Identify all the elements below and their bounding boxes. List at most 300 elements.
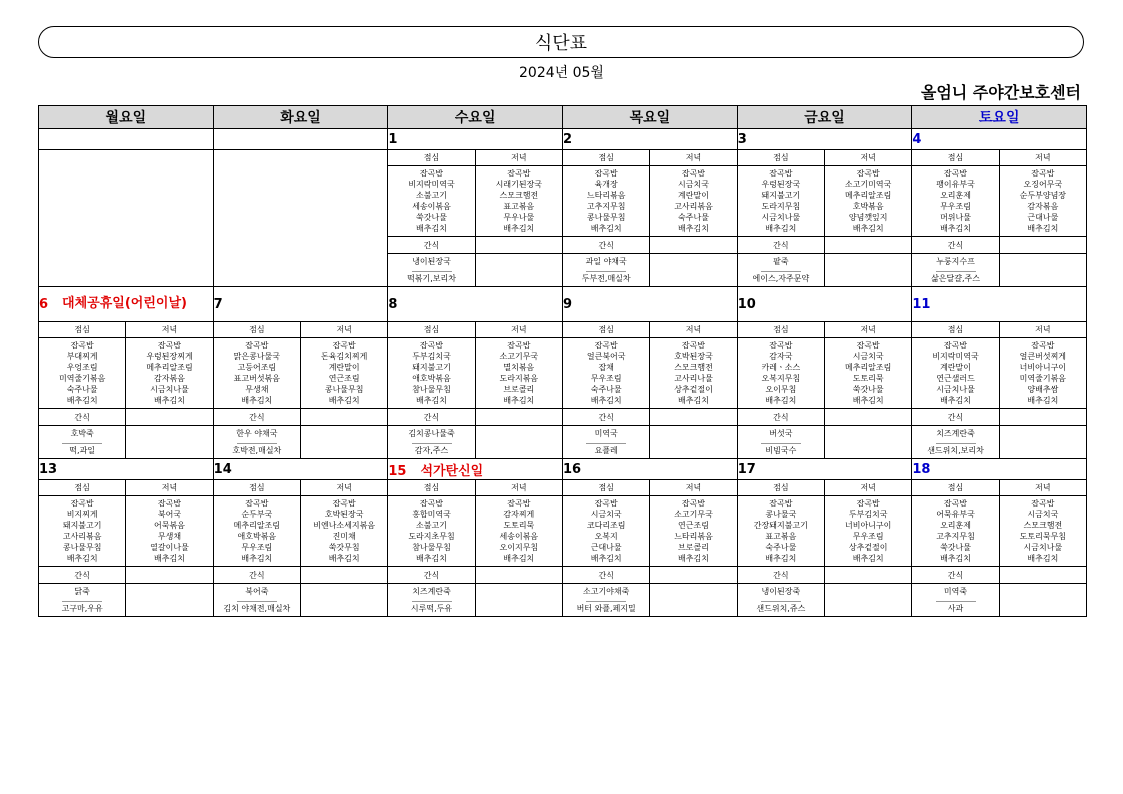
menu-item: 미역줄기볶음	[58, 374, 106, 383]
menu-item: 시금치국	[852, 352, 884, 361]
dinner-menu	[999, 338, 1086, 409]
menu-item: 잡곡밥	[943, 499, 968, 508]
menu-item: 배추김치	[503, 554, 535, 563]
date-label: 15	[388, 463, 407, 479]
menu-item: 잡곡밥	[1031, 341, 1055, 350]
menu-item: 근대나물	[1027, 213, 1059, 222]
menu-item: 콩나물무침	[62, 543, 102, 552]
day-number	[213, 129, 388, 150]
menu-item: 배추김치	[66, 396, 98, 405]
menu-item: 배추김치	[590, 396, 622, 405]
snack-item: 한우 야채국	[236, 428, 278, 438]
day-number	[213, 459, 388, 480]
snack-blank	[825, 426, 912, 459]
menu-item: 애호박볶음	[412, 374, 451, 383]
lunch-label: 점심	[563, 322, 650, 338]
menu-item: 고사리나물	[674, 374, 713, 383]
snack-blank	[475, 237, 562, 254]
menu-item: 콩나물무침	[324, 385, 364, 394]
menu-item: 고추지무침	[936, 532, 975, 541]
snack-divider	[936, 443, 976, 444]
menu-item: 배추김치	[328, 554, 360, 563]
lunch-menu	[213, 496, 300, 567]
dinner-menu	[475, 496, 562, 567]
day-number	[737, 459, 912, 480]
lunch-label: 점심	[912, 322, 999, 338]
menu-item: 고추지무침	[586, 202, 626, 211]
snack-item: 고구마,우유	[61, 603, 103, 613]
menu-item: 쑥갓나물	[940, 543, 971, 552]
menu-item: 돼지불고기	[761, 191, 801, 200]
dinner-label: 저녁	[475, 150, 562, 166]
snack-item: 사과	[947, 603, 964, 613]
snack-blank	[301, 426, 388, 459]
menu-item: 배추김치	[940, 224, 971, 233]
menu-item: 메추리알조림	[845, 363, 892, 372]
dinner-label: 저녁	[825, 480, 912, 496]
menu-item: 잡곡밥	[681, 169, 706, 178]
menu-item: 소고기미역국	[845, 180, 892, 189]
menu-item: 잡곡밥	[769, 169, 793, 178]
menu-item: 배추김치	[154, 396, 185, 405]
lunch-menu	[737, 338, 824, 409]
day-number	[39, 129, 214, 150]
menu-item: 배추김치	[852, 224, 884, 233]
menu-item: 상추겉절이	[848, 543, 888, 552]
meal-label-row	[39, 150, 1087, 166]
snack-item: 호박죽	[70, 428, 94, 438]
snack-item: 떡볶기,보리차	[407, 273, 456, 283]
menu-item: 잡곡밥	[769, 499, 793, 508]
menu-item: 도라지볶음	[499, 374, 539, 383]
menu-item: 오이지무침	[499, 543, 539, 552]
lunch-label: 점심	[912, 150, 999, 166]
snack-blank	[825, 584, 912, 617]
snack-blank	[301, 567, 388, 584]
snack-divider	[62, 443, 102, 444]
date-row	[39, 129, 1087, 150]
day-number	[912, 129, 1087, 150]
menu-item: 표고볶음	[765, 532, 797, 541]
lunch-menu	[39, 338, 126, 409]
snack-item: 비빔국수	[765, 445, 797, 455]
menu-item: 숙주나물	[765, 543, 797, 552]
lunch-label: 점심	[213, 322, 300, 338]
snack-item: 치즈계란죽	[412, 586, 451, 596]
snack-menu	[912, 584, 999, 617]
menu-item: 호박된장국	[324, 510, 364, 519]
empty-cell	[213, 150, 388, 287]
menu-item: 표고볶음	[503, 202, 535, 211]
snack-label: 간식	[563, 567, 650, 584]
menu-item: 우엉조림	[66, 363, 98, 372]
date-label: 14	[213, 461, 232, 477]
menu-item: 무우조림	[852, 532, 884, 541]
menu-item: 계란말이	[328, 363, 360, 372]
menu-item: 배추김치	[241, 554, 273, 563]
menu-item: 느타리볶음	[674, 532, 713, 541]
lunch-menu	[213, 338, 300, 409]
menu-item: 잡곡밥	[594, 341, 618, 350]
menu-item: 잡곡밥	[157, 341, 182, 350]
lunch-menu	[737, 166, 824, 237]
snack-divider	[412, 443, 452, 444]
dinner-label: 저녁	[650, 322, 737, 338]
snack-menu	[39, 584, 126, 617]
dinner-menu	[650, 338, 737, 409]
dinner-menu	[825, 166, 912, 237]
menu-item: 코다리조림	[586, 521, 626, 530]
menu-item: 미역줄기볶음	[1019, 374, 1067, 383]
lunch-menu	[39, 496, 126, 567]
snack-menu	[563, 426, 650, 459]
snack-label: 간식	[912, 567, 999, 584]
menu-item: 배추김치	[1027, 224, 1059, 233]
menu-item: 배추김치	[765, 224, 797, 233]
snack-item: 두부전,매실차	[581, 273, 631, 283]
dinner-menu	[475, 166, 562, 237]
snack-menu	[737, 254, 824, 287]
lunch-label: 점심	[737, 480, 824, 496]
menu-item: 쑥갓나물	[852, 385, 884, 394]
date-row	[39, 287, 1087, 322]
snack-blank	[650, 584, 737, 617]
menu-item: 소불고기	[416, 191, 447, 200]
menu-item: 잡곡밥	[419, 169, 444, 178]
snack-divider	[761, 271, 801, 272]
lunch-label: 점심	[388, 480, 475, 496]
menu-item: 배추김치	[765, 396, 797, 405]
menu-item: 잡곡밥	[157, 499, 182, 508]
dinner-menu	[301, 496, 388, 567]
menu-item: 잡곡밥	[681, 499, 706, 508]
date-label: 11	[912, 296, 931, 312]
dinner-menu	[999, 166, 1086, 237]
dinner-label: 저녁	[999, 150, 1086, 166]
menu-item: 도토리묵	[503, 521, 535, 530]
snack-label: 간식	[737, 237, 824, 254]
menu-item: 비지락미역국	[408, 180, 455, 189]
dinner-label: 저녁	[650, 480, 737, 496]
menu-item: 시금치나물	[936, 385, 975, 394]
day-number	[388, 459, 563, 480]
snack-label: 간식	[39, 409, 126, 426]
snack-blank	[301, 409, 388, 426]
menu-item: 참나물무침	[412, 385, 451, 394]
menu-item: 표고버섯볶음	[233, 374, 281, 383]
snack-menu	[912, 254, 999, 287]
menu-item: 돼지불고기	[62, 521, 102, 530]
menu-item: 잡곡밥	[943, 341, 968, 350]
snack-blank	[475, 567, 562, 584]
snack-item: 팥죽	[773, 256, 789, 266]
menu-item: 쑥갓무침	[328, 543, 360, 552]
menu-item: 시금치나물	[150, 385, 189, 394]
menu-item: 순두부양념장	[1019, 191, 1067, 200]
menu-item: 배추김치	[154, 554, 185, 563]
menu-item: 잡곡밥	[507, 341, 531, 350]
snack-item: 삶은달걀,주스	[931, 273, 980, 283]
snack-blank	[825, 409, 912, 426]
snack-item: 버섯국	[769, 428, 793, 438]
menu-item: 배추김치	[241, 396, 273, 405]
dinner-menu	[650, 166, 737, 237]
snack-item: 미역죽	[943, 586, 968, 596]
menu-item: 세송이볶음	[412, 202, 451, 211]
day-number	[737, 129, 912, 150]
menu-item: 잡곡밥	[943, 169, 968, 178]
date-label: 4	[912, 131, 922, 147]
snack-menu	[388, 426, 475, 459]
snack-item: 냉이된장국	[412, 256, 451, 266]
menu-item: 양배추쌈	[1027, 385, 1059, 394]
snack-item: 샌드위치,쥬스	[756, 603, 806, 613]
snack-item: 시루떡,두유	[410, 603, 453, 613]
menu-item: 숙주나물	[590, 385, 622, 394]
menu-item: 배추김치	[416, 224, 447, 233]
menu-item: 애호박볶음	[237, 532, 277, 541]
snack-divider	[761, 443, 801, 444]
snack-label: 간식	[563, 409, 650, 426]
menu-item: 잡곡밥	[681, 341, 706, 350]
menu-item: 감자국	[769, 352, 793, 361]
snack-item: 미역국	[594, 428, 618, 438]
snack-divider	[586, 601, 626, 602]
day-number	[563, 129, 738, 150]
menu-item: 연근샐러드	[936, 374, 975, 383]
dinner-label: 저녁	[301, 322, 388, 338]
menu-item: 멸치볶음	[503, 363, 535, 372]
snack-label: 간식	[213, 567, 300, 584]
menu-item: 호박볶음	[852, 202, 884, 211]
snack-menu	[912, 426, 999, 459]
menu-item: 시금치나물	[1023, 543, 1063, 552]
snack-menu	[563, 584, 650, 617]
snack-blank	[999, 584, 1086, 617]
menu-item: 소불고기	[416, 521, 447, 530]
lunch-label: 점심	[388, 150, 475, 166]
lunch-menu	[563, 496, 650, 567]
snack-item: 치즈계란죽	[936, 428, 975, 438]
menu-item: 배추김치	[678, 554, 709, 563]
date-label: 8	[388, 296, 398, 312]
dinner-label: 저녁	[126, 322, 213, 338]
menu-item: 메추리알조림	[233, 521, 281, 530]
menu-item: 배추김치	[328, 396, 360, 405]
menu-item: 배추김치	[1027, 396, 1059, 405]
menu-item: 잡곡밥	[332, 341, 356, 350]
menu-item: 카레ㆍ소스	[761, 363, 801, 372]
menu-item: 호박된장국	[674, 352, 713, 361]
menu-item: 잡채	[598, 363, 614, 372]
dinner-label: 저녁	[301, 480, 388, 496]
lunch-menu	[912, 338, 999, 409]
snack-row	[39, 584, 1087, 617]
snack-blank	[301, 584, 388, 617]
lunch-label: 점심	[563, 480, 650, 496]
menu-item: 오복지무침	[761, 374, 801, 383]
menu-item: 잡곡밥	[332, 499, 356, 508]
menu-item: 잡곡밥	[1031, 169, 1055, 178]
lunch-menu	[388, 166, 475, 237]
snack-item: 감자,주스	[414, 445, 449, 455]
snack-blank	[126, 584, 213, 617]
weekday-header: 토요일	[912, 106, 1087, 129]
snack-divider	[586, 443, 626, 444]
snack-divider	[62, 601, 102, 602]
lunch-label: 점심	[39, 480, 126, 496]
menu-item: 무생채	[245, 385, 269, 394]
menu-item: 메추리알조림	[845, 191, 892, 200]
day-number	[737, 287, 912, 322]
holiday-label: 석가탄신일	[420, 463, 484, 479]
snack-menu	[39, 426, 126, 459]
snack-blank	[650, 426, 737, 459]
menu-item: 무우나물	[503, 213, 535, 222]
snack-blank	[825, 567, 912, 584]
snack-label: 간식	[563, 237, 650, 254]
snack-blank	[650, 409, 737, 426]
snack-blank	[126, 426, 213, 459]
weekday-header-row	[39, 106, 1087, 129]
snack-blank	[475, 409, 562, 426]
menu-item: 배추김치	[590, 554, 622, 563]
meal-label-row	[39, 322, 1087, 338]
menu-item: 스모크햄전	[1023, 521, 1063, 530]
menu-item: 근대나물	[590, 543, 622, 552]
menu-item: 계란말이	[678, 191, 709, 200]
snack-label: 간식	[213, 409, 300, 426]
snack-item: 요플레	[594, 445, 618, 455]
menu-item: 숙주나물	[66, 385, 98, 394]
menu-item: 느타리볶음	[586, 191, 626, 200]
snack-label: 간식	[388, 567, 475, 584]
day-number	[39, 459, 214, 480]
menu-item: 도토리묵	[852, 374, 884, 383]
menu-item: 감자찌게	[503, 510, 535, 519]
menu-item: 고사리볶음	[62, 532, 102, 541]
menu-item: 두부김치국	[848, 510, 888, 519]
lunch-label: 점심	[39, 322, 126, 338]
menu-item: 도라지무침	[761, 202, 801, 211]
dinner-label: 저녁	[126, 480, 213, 496]
lunch-label: 점심	[912, 480, 999, 496]
dinner-menu	[825, 338, 912, 409]
dinner-label: 저녁	[825, 150, 912, 166]
snack-label-row	[39, 567, 1087, 584]
menu-item: 잡곡밥	[1031, 499, 1055, 508]
menu-item: 얼큰북어국	[586, 352, 626, 361]
snack-divider	[936, 601, 976, 602]
menu-item: 잡곡밥	[70, 499, 94, 508]
snack-item: 샌드위치,보리차	[927, 445, 984, 455]
menu-item: 우렁된장국	[761, 180, 801, 189]
lunch-label: 점심	[213, 480, 300, 496]
menu-item: 잡곡밥	[245, 341, 269, 350]
snack-item: 북어죽	[245, 586, 269, 596]
menu-item: 감자볶음	[154, 374, 185, 383]
day-number	[563, 459, 738, 480]
snack-item: 떡,과일	[69, 445, 96, 455]
weekday-header: 화요일	[213, 106, 388, 129]
snack-blank	[825, 254, 912, 287]
snack-label: 간식	[39, 567, 126, 584]
snack-row	[39, 426, 1087, 459]
menu-item: 스모크햄전	[499, 191, 539, 200]
menu-item: 배추김치	[852, 554, 884, 563]
menu-item: 브로콜리	[503, 385, 535, 394]
menu-item: 배추김치	[503, 224, 535, 233]
snack-divider	[412, 271, 452, 272]
menu-item: 너비아니구이	[845, 521, 892, 530]
menu-item: 잡곡밥	[245, 499, 269, 508]
menu-item: 비지찌게	[66, 510, 98, 519]
menu-item: 맑은콩나물국	[233, 352, 281, 361]
snack-item: 김치콩나물죽	[408, 428, 455, 438]
snack-blank	[999, 426, 1086, 459]
menu-item: 배추김치	[590, 224, 622, 233]
menu-item: 너비아니구이	[1019, 363, 1067, 372]
lunch-menu	[388, 338, 475, 409]
day-number	[388, 129, 563, 150]
meal-label-row	[39, 480, 1087, 496]
menu-item: 열갈이나물	[150, 543, 189, 552]
center-name: 올엄니 주야간보호센터	[920, 83, 1081, 102]
menu-item: 오복지	[594, 532, 618, 541]
menu-item: 얼큰버섯찌게	[1019, 352, 1067, 361]
menu-item: 오리훈제	[940, 191, 971, 200]
lunch-label: 점심	[388, 322, 475, 338]
snack-label: 간식	[388, 409, 475, 426]
menu-item: 도라지초무침	[408, 532, 455, 541]
menu-item: 배추김치	[852, 396, 884, 405]
menu-item: 고사리볶음	[674, 202, 713, 211]
menu-item: 양념깻잎지	[848, 213, 888, 222]
menu-item: 배추김치	[1027, 554, 1059, 563]
day-number	[912, 287, 1087, 322]
dinner-label: 저녁	[650, 150, 737, 166]
menu-item: 시금치국	[678, 180, 709, 189]
date-label: 1	[388, 131, 398, 147]
date-label: 10	[737, 296, 756, 312]
date-label: 9	[563, 296, 573, 312]
menu-item: 우렁된장찌게	[146, 352, 193, 361]
lunch-menu	[563, 166, 650, 237]
menu-item: 진미채	[332, 532, 356, 541]
menu-item: 무우조림	[940, 202, 971, 211]
menu-item: 시래기된장국	[495, 180, 543, 189]
menu-item: 계란말이	[940, 363, 971, 372]
dinner-menu	[126, 496, 213, 567]
dinner-menu	[650, 496, 737, 567]
menu-item: 고등어조림	[237, 363, 277, 372]
menu-item: 배추김치	[765, 554, 797, 563]
snack-blank	[999, 409, 1086, 426]
menu-item: 소고기무국	[499, 352, 539, 361]
menu-item: 잡곡밥	[419, 499, 444, 508]
snack-blank	[475, 584, 562, 617]
snack-item: 닭죽	[74, 586, 90, 596]
menu-item: 잡곡밥	[594, 169, 618, 178]
menu-item: 어묵볶음	[154, 521, 185, 530]
snack-item: 버터 와플,페지밀	[576, 603, 636, 613]
menu-item: 소고기무국	[674, 510, 713, 519]
snack-menu	[388, 584, 475, 617]
snack-label: 간식	[912, 409, 999, 426]
lunch-label: 점심	[737, 322, 824, 338]
menu-item: 콩나물무침	[586, 213, 626, 222]
snack-menu	[388, 254, 475, 287]
